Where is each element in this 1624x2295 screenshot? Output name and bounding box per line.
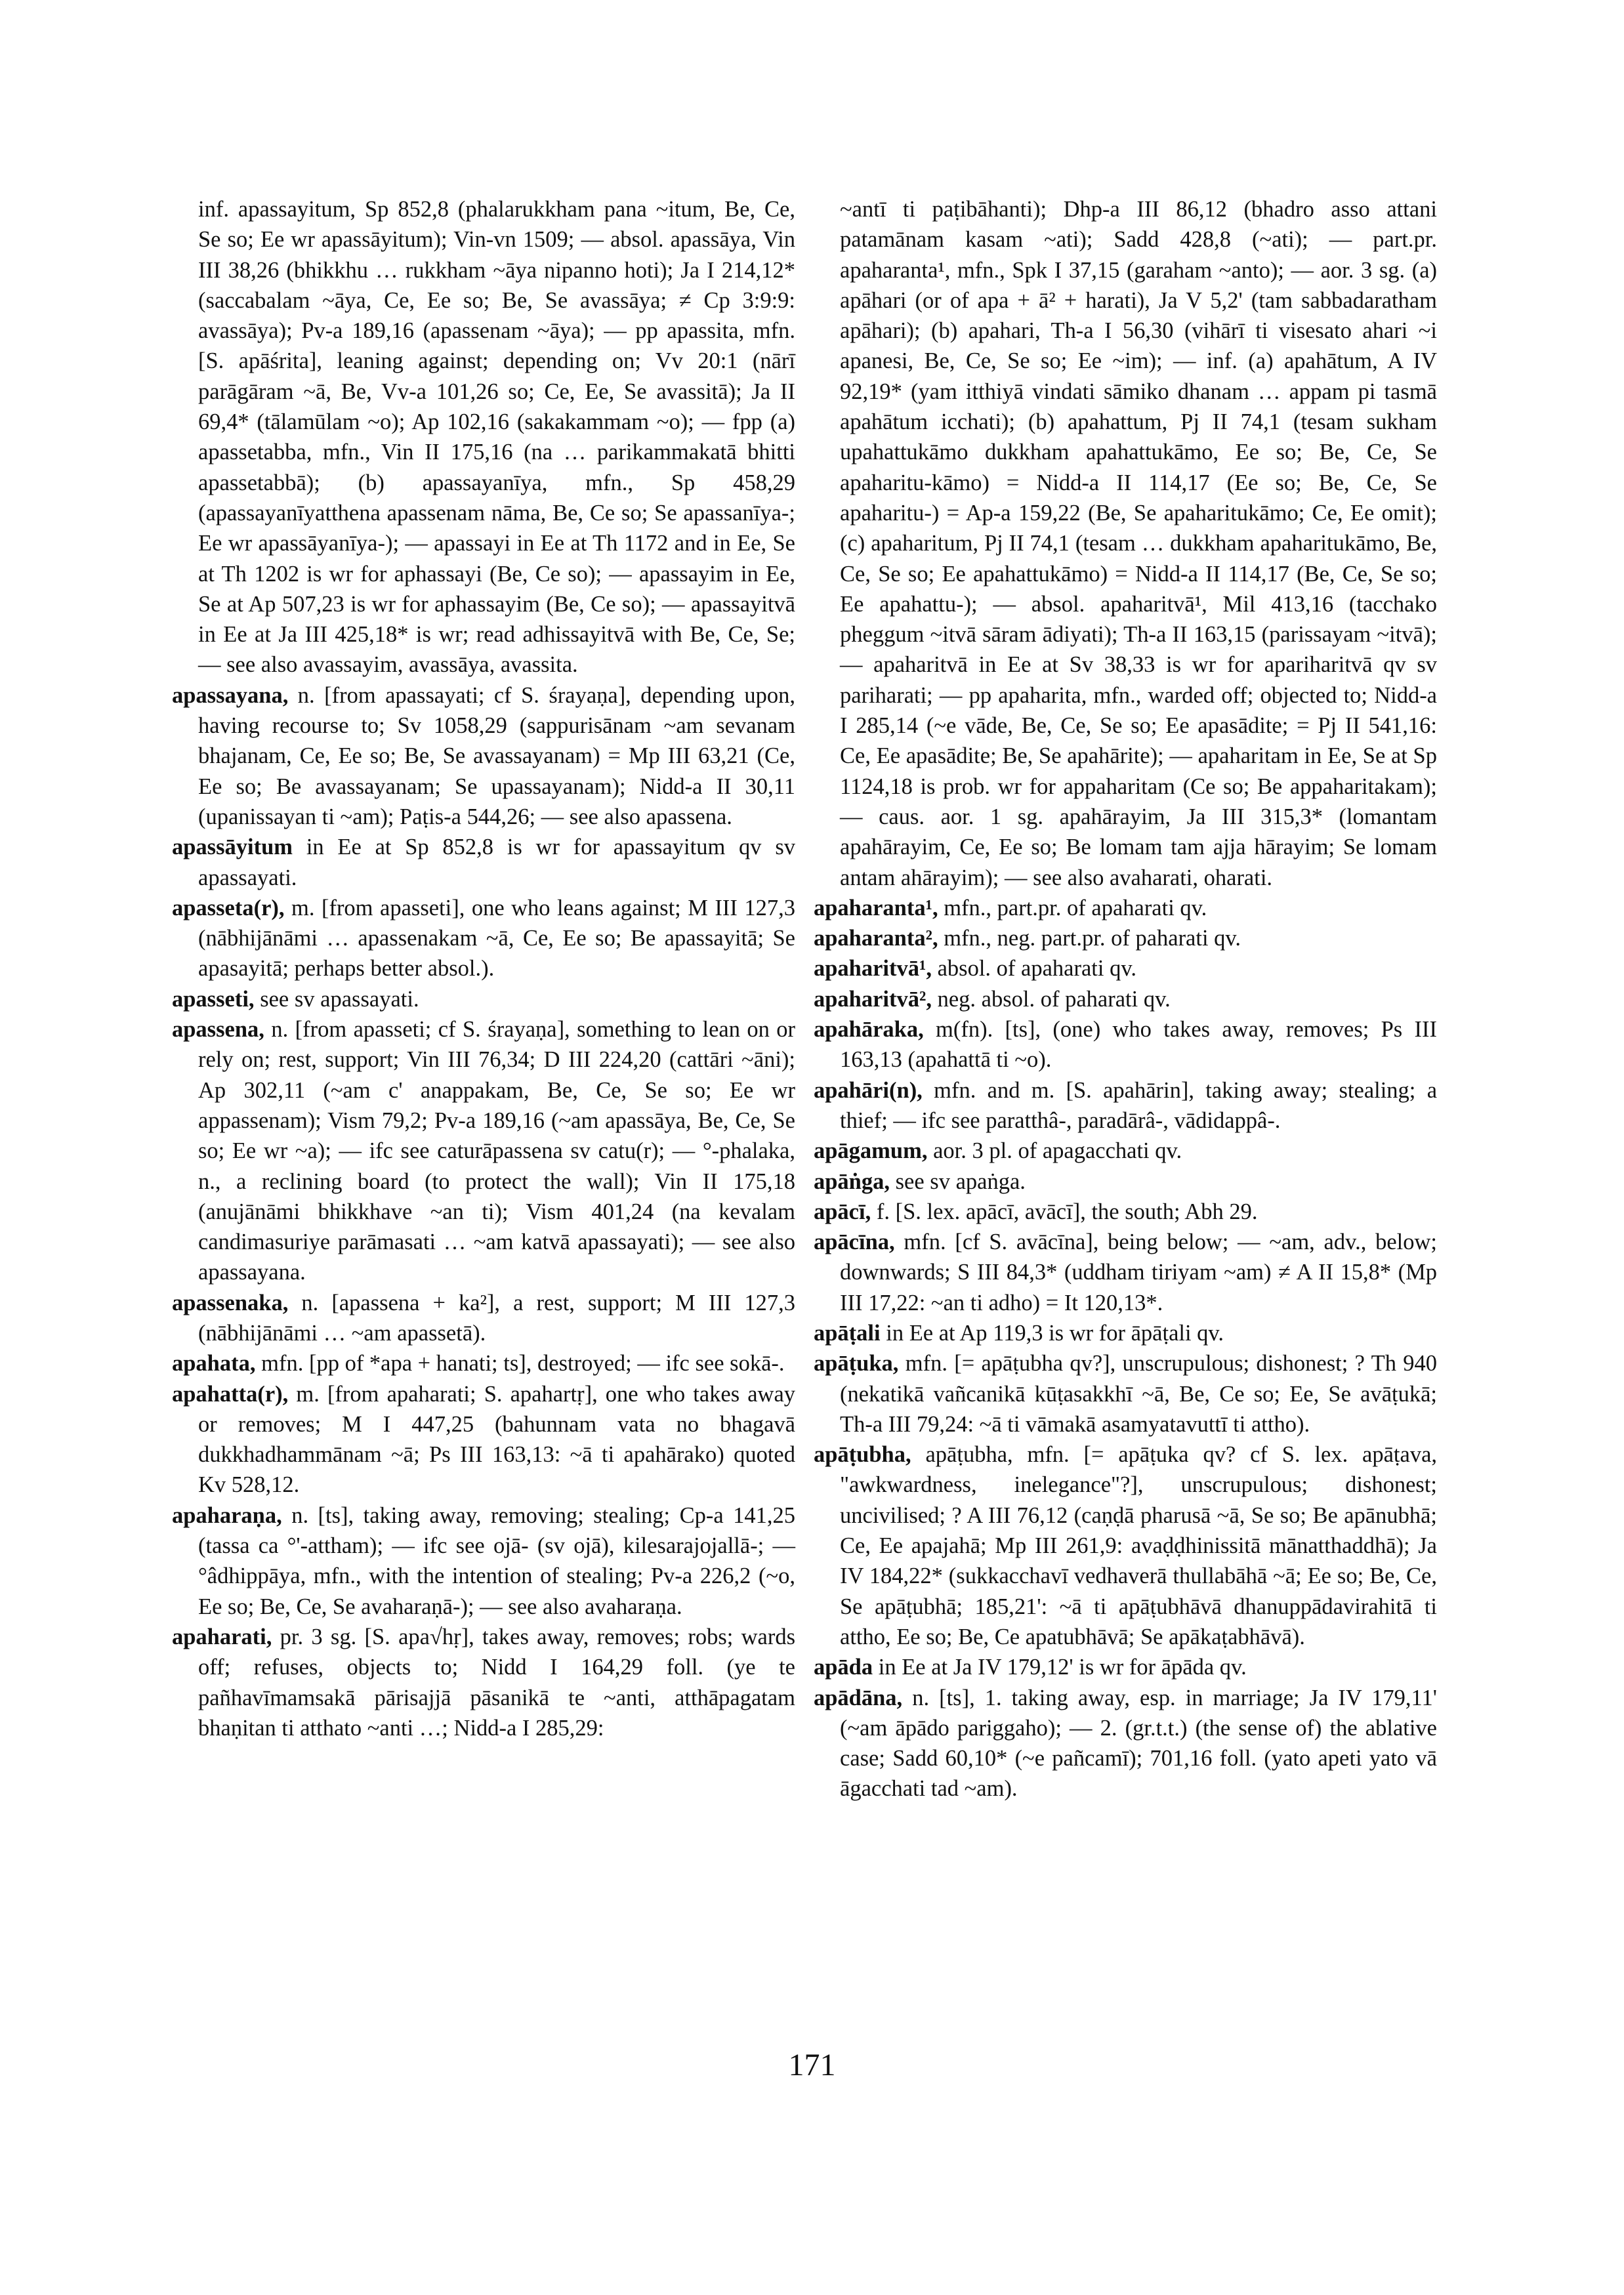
entry-text: n. [ts], 1. taking away, esp. in marriage; Ja IV 179,11' (~am āpādo pariggaho); — 2. (gr.t.t.) (the sense of) the ablative case; Sadd 60,10* (~e pañcamī); 701,16 foll. (yato apeti yato vā āgacchati tad ~am). <box>840 1685 1437 1802</box>
headword: apaharitvā¹, <box>814 956 932 982</box>
entry-text: n. [apassena + ka²], a rest, support; M III 127,3 (nābhijānāmi … ~am apassetā). <box>198 1290 796 1346</box>
headword: apassayana, <box>172 682 289 708</box>
entry-text: n. [from apasseti; cf S. śrayaṇa], something to lean on or rely on; rest, support; Vin III 76,34; D III 224,20 (cattāri ~āni); Ap 302,11 (~am c' anappakam, Be, Ce, Se so; Ee wr appassenam); Vism 79,2; Pv-a 189,16 (~am apassāya, Be, Ce, Se so; Ee wr ~a); — ifc see caturāpassena sv catu(r); — °-phalaka, n., a reclining board (to protect the wall); Vin II 175,18 (anujānāmi bhikkhave ~an ti); Vism 401,24 (na kevalam candimasuriye parāmasati … ~am katvā apassayati); — see also apassayana. <box>198 1017 796 1285</box>
entry-text: n. [ts], taking away, removing; stealing; Cp-a 141,25 (tassa ca °'-attham); — ifc see ojā- (sv ojā), kilesarajojallā-; — °âdhippāya, mfn., with the intention of stealing; Pv-a 226,2 (~o, Ee so; Be, Ce, Se avaharaṇā-); — see also avaharaṇa. <box>198 1502 795 1619</box>
headword: apasseta(r), <box>172 895 285 920</box>
entry-text: in Ee at Ja IV 179,12' is wr for āpāda qv. <box>878 1655 1247 1680</box>
headword: apahāri(n), <box>814 1077 923 1103</box>
entry-text: neg. absol. of paharati qv. <box>937 986 1171 1012</box>
entry-apadana <box>814 1683 1437 1804</box>
entry-apaharana <box>172 1500 795 1622</box>
entry-text: m(fn). [ts], (one) who takes away, removes; Ps III 163,13 (apahattā ti ~o). <box>840 1017 1437 1073</box>
headword: apācī, <box>814 1199 871 1224</box>
entry-apaharitva-1 <box>814 953 1437 983</box>
entry-apassayana <box>172 680 795 832</box>
headword: apahatta(r), <box>172 1381 289 1407</box>
entry-inf-apassayitum <box>172 194 795 680</box>
headword: apaharaṇa, <box>172 1502 282 1528</box>
headword: apāda <box>814 1655 873 1680</box>
headword: apāṭuka, <box>814 1351 899 1376</box>
entry-text: inf. apassayitum, Sp 852,8 (phalarukkham pana ~itum, Be, Ce, Se so; Ee wr apassāyitum); Vin-vn 1509; — absol. apassāya, Vin III 38,26 (bhikkhu … rukkham ~āya nipanno hoti); Ja I 214,12* (saccabalam ~āya, Ce, Ee so; Be, Se avassāya; ≠ Cp 3:9:9: avassāya); Pv-a 189,16 (apassenam ~āya); — pp apassita, mfn. [S. apāśrita], leaning against; depending on; Vv 20:1 (nārī parāgāram ~ā, Be, Vv-a 101,26 so; Ce, Ee, Se avassitā); Ja II 69,4* (tālamūlam ~o); Ap 102,16 (sakakammam ~o); — fpp (a) apassetabba, mfn., Vin II 175,16 (na … parikammakatā bhitti apassetabbā); (b) apassayanīya, mfn., Sp 458,29 (apassayanīyatthena apassenam nāma, Be, Ce so; Se apassanīya-; Ee wr apassāyanīya-); — apassayi in Ee at Th 1172 and in Ee, Se at Th 1202 is wr for aphassayi (Be, Ce so); — apassayim in Ee, Se at Ap 507,23 is wr for aphassayim (Be, Ce so); — apassayitvā in Ee at Ja III 425,18* is wr; read adhissayitvā with Be, Ce, Se; — see also avassayim, avassāya, avassita. <box>198 197 795 678</box>
headword: apādāna, <box>814 1685 903 1710</box>
page-number: 171 <box>788 2048 836 2082</box>
entry-apasseta <box>172 893 795 984</box>
entry-apatubha <box>814 1439 1437 1652</box>
entry-apada <box>814 1652 1437 1682</box>
entry-apassena <box>172 1014 795 1288</box>
entry-apassenaka <box>172 1288 795 1349</box>
headword: apāṅga, <box>814 1168 890 1194</box>
entry-text: ~antī ti paṭibāhanti); Dhp-a III 86,12 (bhadro asso attani patamānam kasam ~ati); Sadd 428,8 (~ati); — part.pr. apaharanta¹, mfn., Spk I 37,15 (garaham ~anto); — aor. 3 sg. (a) apāhari (or of apa + ā² + harati), Ja V 5,2' (tam sabbadaratham apāhari); (b) apahari, Th-a I 56,30 (vihārī ti visesato ahari ~i apanesi, Be, Ce, Se so; Ee ~im); — inf. (a) apahātum, A IV 92,19* (yam itthiyā vindati sāmiko dhanam … appam pi tasmā apahātum icchati); (b) apahattum, Pj II 74,1 (tesam sukham upahattukāmo dukkham apahattukāmo, Ee so; Be, Ce, Se apaharitu-kāmo) = Nidd-a II 114,17 (Ee so; Be, Ce, Se apaharitu-) = Ap-a 159,22 (Be, Se apaharitukāmo; Ce, Ee omit); (c) apaharitum, Pj II 74,1 (tesam … dukkham apaharitukāmo, Be, Ce, Se so; Ee apahattukāmo) = Nidd-a II 114,17 (Be, Ce, Se so; Ee apahattu-); — absol. apaharitvā¹, Mil 413,16 (tacchako pheggum ~itvā sāram ādiyati); Th-a II 163,15 (parissayam ~itvā); — apaharitvā in Ee at Sv 38,33 is wr for apariharitvā qv sv pariharati; — pp apaharita, mfn., warded off; objected to; Nidd-a I 285,14 (~e vāde, Be, Ce, Se so; Ee apasādite; = Pj II 541,16: Ce, Ee apasādite; Be, Se apahārite); — apaharitam in Ee, Se at Sp 1124,18 is prob. wr for appaharitam (Ce so; Be appaharitakam); — caus. aor. 1 sg. apahārayim, Ja III 315,3* (lomantam apahārayim, Ce, Ee so; Be lomam tam ajja hārayim; Se lomam antam ahārayim); — see also avaharati, oharati. <box>840 197 1437 890</box>
entry-text: mfn., part.pr. of apaharati qv. <box>944 895 1207 920</box>
entry-text: in Ee at Ap 119,3 is wr for āpāṭali qv. <box>886 1320 1224 1346</box>
entry-apaharaka <box>814 1014 1437 1075</box>
headword: apācīna, <box>814 1230 895 1255</box>
headword: apāṭubha, <box>814 1442 911 1468</box>
entry-text: absol. of apaharati qv. <box>937 956 1136 982</box>
entry-text: in Ee at Sp 852,8 is wr for apassayitum qv sv apassayati. <box>198 835 796 890</box>
headword: apaharanta², <box>814 926 938 951</box>
entry-text: mfn. [cf S. avācīna], being below; — ~am, adv., below; downwards; S III 84,3* (uddham tiriyam ~am) ≠ A II 15,8* (Mp III 17,22: ~an ti adho) = It 120,13*. <box>840 1230 1437 1315</box>
headword: apāgamum, <box>814 1138 928 1164</box>
headword: apassena, <box>172 1017 264 1043</box>
entry-text: see sv apaṅga. <box>895 1168 1026 1194</box>
entry-text: f. [S. lex. apācī, avācī], the south; Abh 29. <box>876 1199 1258 1224</box>
entry-apaharitva-2 <box>814 984 1437 1014</box>
entry-text: aor. 3 pl. of apagacchati qv. <box>933 1138 1182 1164</box>
entry-apaharati-continued <box>814 194 1437 893</box>
entry-text: mfn. [= apāṭubha qv?], unscrupulous; dishonest; ? Th 940 (nekatikā vañcanikā kūṭasakkhī ~ā, Be, Ce so; Ee, Se avāṭukā; Th-a III 79,24: ~ā ti vāmakā asamyatavuttī ti attho). <box>840 1351 1438 1437</box>
entry-apaharati <box>172 1622 795 1743</box>
entry-apanga <box>814 1167 1437 1197</box>
entry-apahari <box>814 1075 1437 1136</box>
entry-text: m. [from apaharati; S. apahartṛ], one who takes away or removes; M I 447,25 (bahunnam vata no bhagavā dukkhadhammānam ~ā; Ps III 163,13: ~ā ti apahārako) quoted Kv 528,12. <box>198 1381 796 1498</box>
entry-text: n. [from apassayati; cf S. śrayaṇa], depending upon, having recourse to; Sv 1058,29 (sappurisānam ~am sevanam bhajanam, Ce, Ee so; Be, Se avassayanam) = Mp III 63,21 (Ce, Ee so; Be avassayanam; Se upassayanam); Nidd-a II 30,11 (upanissayan ti ~am); Paṭis-a 544,26; — see also apassena. <box>198 682 796 829</box>
entry-apahatta <box>172 1379 795 1500</box>
entry-text: mfn. [pp of *apa + hanati; ts], destroyed; — ifc see sokā-. <box>261 1351 785 1376</box>
headword: apāṭali <box>814 1320 881 1346</box>
headword: apahāraka, <box>814 1017 924 1043</box>
headword: apaharitvā², <box>814 986 932 1012</box>
entry-apacina <box>814 1227 1437 1318</box>
entry-apaharanta-2 <box>814 923 1437 953</box>
entry-apasseti <box>172 984 795 1014</box>
headword: apahata, <box>172 1351 256 1376</box>
headword: apassenaka, <box>172 1290 289 1315</box>
entry-text: apāṭubha, mfn. [= apāṭuka qv? cf S. lex. apāṭava, "awkwardness, inelegance"?], unscrupulous; dishonest; uncivilised; ? A III 76,12 (caṇḍā pharusā ~ā, Se so; Be apānubhā; Ce, Ee apajahā; Mp III 261,9: avaḍḍhinissitā mānatthaddhā); Ja IV 184,22* (sukkacchavī vedhaverā thullabāhā ~ā; Ee so; Be, Ce, Se apāṭubhā; 185,21': ~ā ti apāṭubhāvā dhanuppādavirahitā ti attho, Ee so; Be, Ce apatubhāvā; Se apākaṭabhāvā). <box>840 1442 1438 1649</box>
entry-apaci <box>814 1197 1437 1227</box>
entry-text: mfn., neg. part.pr. of paharati qv. <box>944 926 1241 951</box>
entry-apaharanta-1 <box>814 893 1437 923</box>
headword: apasseti, <box>172 986 255 1012</box>
entry-apagamum <box>814 1136 1437 1166</box>
entry-apahata <box>172 1348 795 1378</box>
entry-apassayitum <box>172 832 795 893</box>
left-column <box>172 194 795 1743</box>
headword: apaharanta¹, <box>814 895 938 920</box>
right-column <box>814 194 1437 1804</box>
entry-text: mfn. and m. [S. apahārin], taking away; stealing; a thief; — ifc see paratthâ-, paradārâ-, vādidappâ-. <box>840 1077 1438 1133</box>
entry-text: see sv apassayati. <box>260 986 419 1012</box>
entry-apatuka <box>814 1348 1437 1439</box>
headword: apassāyitum <box>172 835 293 860</box>
headword: apaharati, <box>172 1624 272 1649</box>
entry-text: pr. 3 sg. [S. apa√hṛ], takes away, removes; robs; wards off; refuses, objects to; Nidd I 164,29 foll. (ye te pañhavīmamsakā pārisajjā pāsanikā te ~anti, atthāpagatam bhaṇitan ti atthato ~anti …; Nidd-a I 285,29: <box>198 1624 796 1741</box>
entry-apatali <box>814 1318 1437 1348</box>
entry-text: m. [from apasseti], one who leans against; M III 127,3 (nābhijānāmi … apassenakam ~ā, Ce, Ee so; Be apassayitā; Se apasayitā; perhaps better absol.). <box>198 895 795 982</box>
